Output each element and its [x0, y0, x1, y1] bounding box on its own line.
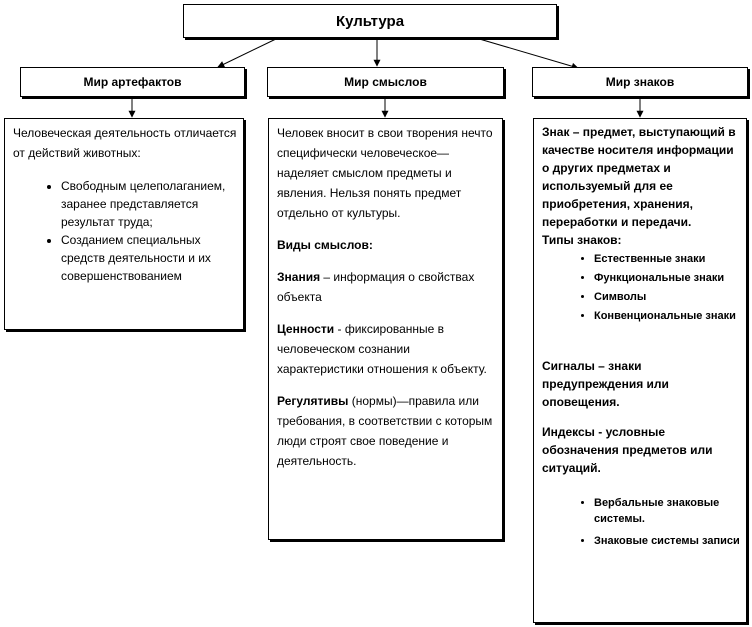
artifacts-box	[4, 118, 244, 330]
signs-systems-list	[542, 495, 740, 549]
signs-box	[533, 118, 747, 623]
meanings-types-title: Виды смыслов:	[277, 238, 373, 252]
signs-intro: Знак – предмет, выступающий в качестве носителя информации о других предметах и используемый для ее приобретения, хранения, переработки и передачи.	[542, 125, 736, 229]
values-term: Ценности	[277, 322, 335, 336]
header-artifacts-label: Мир артефактов	[83, 75, 182, 89]
header-meanings-label: Мир смыслов	[344, 75, 427, 89]
signals-term: Сигналы	[542, 359, 595, 373]
root-title: Культура	[335, 12, 405, 30]
signs-types-list	[542, 251, 740, 324]
artifacts-item: • Свободным целеполаганием, заранее представляется результат труда;	[61, 177, 237, 231]
arrow-root-to-artifacts	[218, 38, 278, 67]
values-text: - фиксированные в человеческом сознании характеристики отношения к объекту.	[277, 322, 487, 376]
header-signs-label: Мир знаков	[605, 75, 675, 89]
signs-system-item: • Вербальные знаковые системы.	[594, 495, 740, 527]
header-signs	[532, 67, 748, 97]
meanings-box	[268, 118, 503, 540]
signs-type-item: • Символы	[594, 289, 740, 305]
meanings-knowledge	[277, 267, 496, 307]
meanings-regulatives	[277, 391, 496, 471]
indexes-text: - условные обозначения предметов или ситуаций.	[542, 425, 713, 475]
signs-type-item: • Естественные знаки	[594, 251, 740, 267]
regulatives-text: (нормы)—правила или требования, в соответствии с которым люди строят свое поведение и деятельность.	[277, 394, 493, 468]
meanings-intro: Человек вносит в свои творения нечто специфически человеческое—наделяет смыслом предметы и явления. Нельзя понять предмет отдельно от культуры.	[277, 126, 493, 220]
artifacts-item: • Созданием специальных средств деятельности и их совершенствованием	[61, 231, 237, 285]
signs-type-item: • Функциональные знаки	[594, 270, 740, 286]
header-meanings	[267, 67, 504, 97]
header-artifacts	[20, 67, 245, 97]
signs-indexes	[542, 423, 740, 477]
signs-signals	[542, 357, 740, 411]
arrow-root-to-signs	[476, 38, 578, 68]
regulatives-term: Регулятивы	[277, 394, 349, 408]
meanings-values	[277, 319, 496, 379]
artifacts-list	[13, 177, 237, 285]
artifacts-intro: Человеческая деятельность отличается от действий животных:	[13, 126, 237, 160]
signs-system-item: • Знаковые системы записи	[594, 533, 740, 549]
root-box	[183, 4, 557, 38]
signs-type-item: • Конвенциональные знаки	[594, 308, 740, 324]
signs-types-title: Типы знаков:	[542, 233, 622, 247]
knowledge-text: – информация о свойствах объекта	[277, 270, 475, 304]
knowledge-term: Знания	[277, 270, 321, 284]
signals-text: – знаки предупреждения или оповещения.	[542, 359, 669, 409]
indexes-term: Индексы	[542, 425, 595, 439]
